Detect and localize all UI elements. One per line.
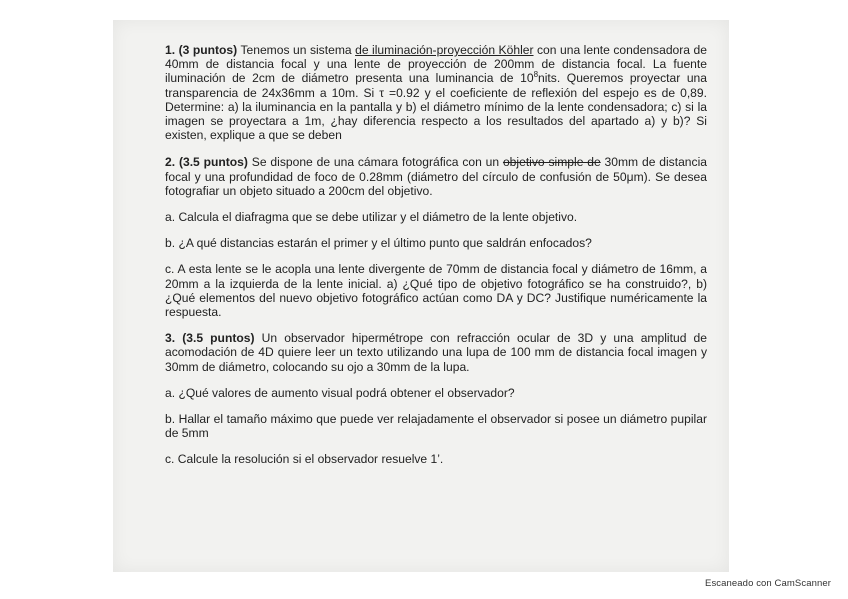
problem-1-text-b: con una lente condensadora de 40mm de distancia focal y una lente de proyección de 200mm de distancia focal. La fuente iluminación de 2cm de diámetro presenta una luminancia de 10 xyxy=(165,43,707,86)
problem-2-text-b: 30mm de distancia focal y una profundidad de foco de 0.28mm (diámetro del círculo de confusión de 50μm). Se desea fotografiar un objeto situado a 200cm del objetivo. xyxy=(165,155,707,198)
problem-2-part-c: c. A esta lente se le acopla una lente divergente de 70mm de distancia focal y diámetro de 16mm, a 20mm a la izquierda de la lente inicial. a) ¿Qué tipo de objetivo fotográfico se ha construido?, b) ¿Qué elementos del nuevo objetivo fotográfico actúan como DA y DC? Justifique numéricamente la respuesta. xyxy=(165,262,707,320)
problem-2-text-a: Se dispone de una cámara fotográfica con un xyxy=(251,155,503,170)
problem-3-part-b: b. Hallar el tamaño máximo que puede ver relajadamente el observador si posee un diámetro pupilar de 5mm xyxy=(165,412,707,441)
camscanner-watermark: Escaneado con CamScanner xyxy=(705,578,831,589)
problem-2-number: 2. xyxy=(165,155,176,170)
problem-3-points: (3.5 puntos) xyxy=(182,331,255,346)
problem-3-text: Un observador hipermétrope con refracción ocular de 3D y una amplitud de acomodación de 4D quiere leer un texto utilizando una lupa de 100 mm de distancia focal imagen y 30mm de diámetro, colocando su ojo a 30mm de la lupa. xyxy=(165,331,707,374)
problem-2-points: (3.5 puntos) xyxy=(178,155,248,170)
exam-content xyxy=(165,43,707,479)
problem-1-superscript: 8 xyxy=(533,70,539,80)
problem-1-points: (3 puntos) xyxy=(178,43,238,57)
problem-1-text-a: Tenemos un sistema xyxy=(240,43,356,57)
problem-3-part-a: a. ¿Qué valores de aumento visual podrá obtener el observador? xyxy=(165,385,515,400)
problem-1-underlined: de iluminación-proyección Köhler xyxy=(355,43,534,57)
problem-2-part-a: a. Calcula el diafragma que se debe utilizar y el diámetro de la lente objetivo. xyxy=(165,210,578,225)
problem-1-text-c: nits. Queremos proyectar una transparencia de 24x36mm a 10m. Si τ =0.92 y el coeficiente de reflexión del espejo es de 0,89. Determine: a) la iluminancia en la pantalla y b) el diámetro mínimo de la lente condensadora; c) si la imagen se proyectara a 1m, ¿hay diferencia respecto a los resultados del apartado a) y b)? Si existen, explique a que se deben xyxy=(165,71,708,143)
problem-1 xyxy=(165,43,707,142)
problem-1-number: 1. xyxy=(165,43,176,57)
problem-3-number: 3. xyxy=(165,331,176,346)
problem-2-struck: objetivo simple de xyxy=(502,155,601,170)
problem-2-part-b: b. ¿A qué distancias estarán el primer y el último punto que saldrán enfocados? xyxy=(165,236,592,251)
problem-3-part-c: c. Calcule la resolución si el observador resuelve 1’. xyxy=(165,452,444,467)
problem-2 xyxy=(165,155,707,198)
problem-3 xyxy=(165,331,707,374)
